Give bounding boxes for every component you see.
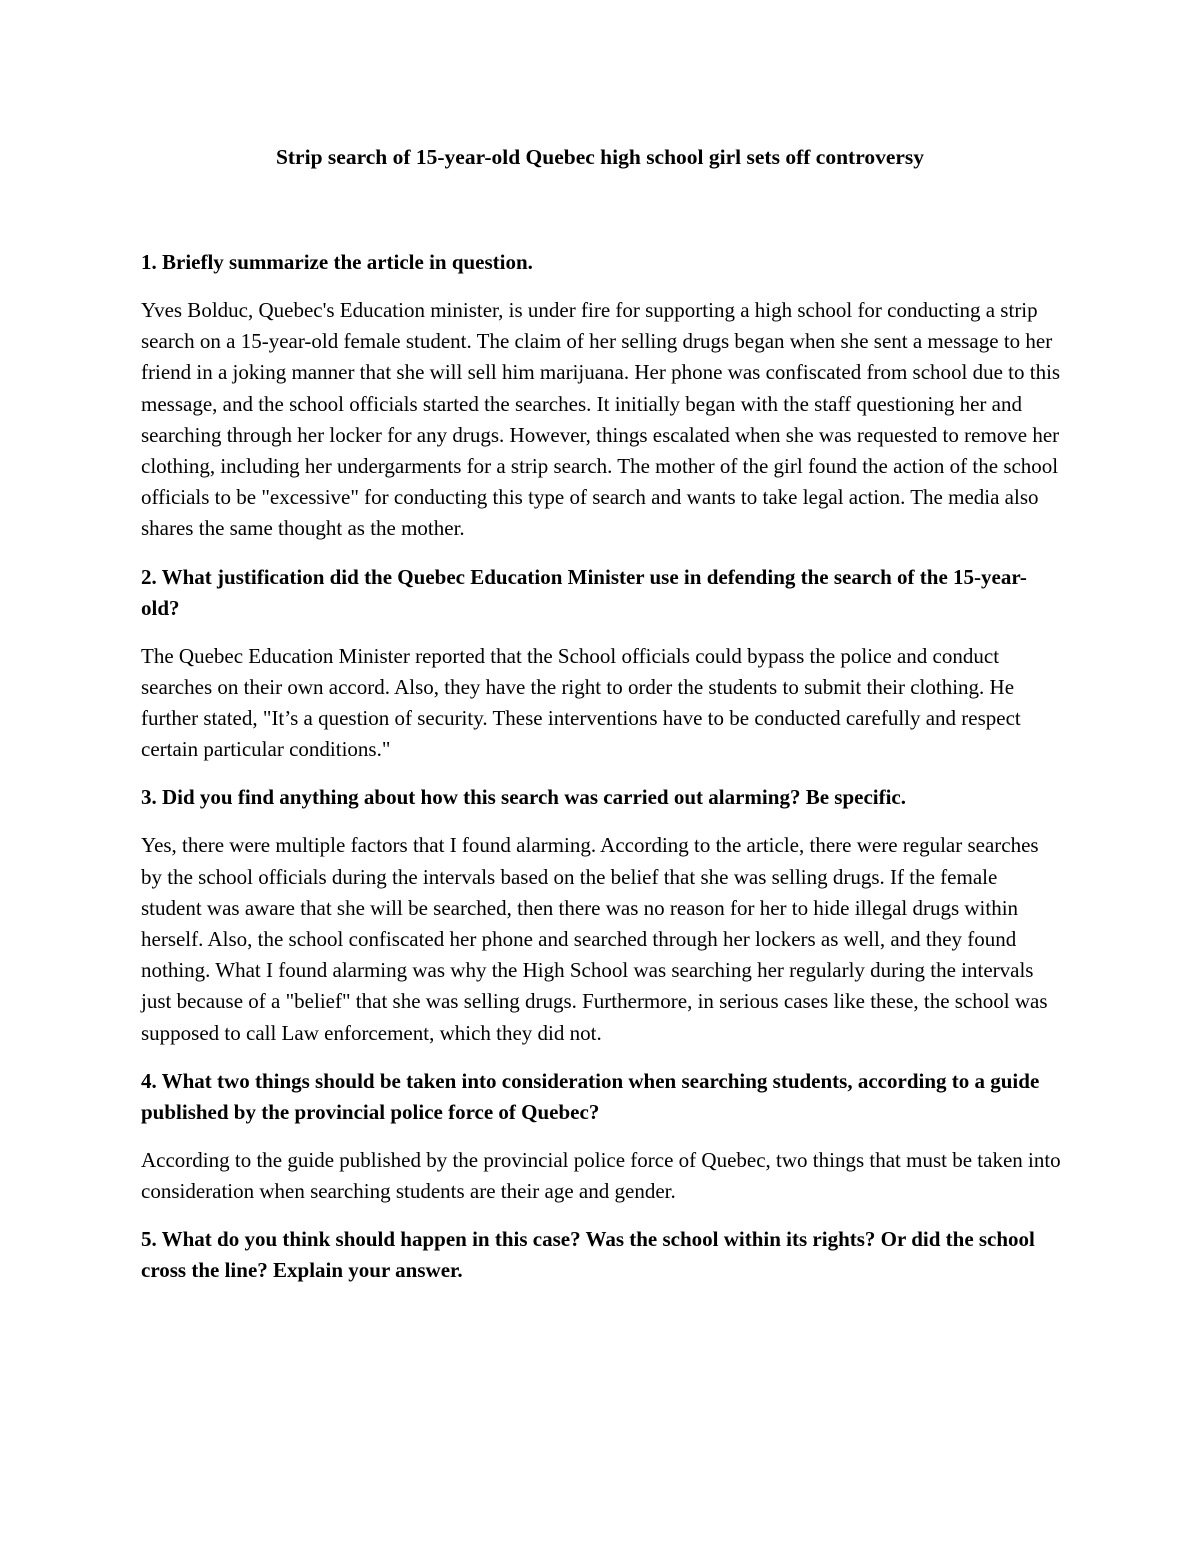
question-3: 3. Did you find anything about how this search was carried out alarming? Be specific.	[141, 785, 906, 810]
document-title: Strip search of 15-year-old Quebec high school girl sets off controversy	[275, 145, 925, 169]
question-4: 4. What two things should be taken into consideration when searching students, according to a guide published by the provincial police force of Quebec?	[141, 1068, 1040, 1124]
question-2: 2. What justification did the Quebec Education Minister use in defending the search of the 15-year-old?	[141, 564, 1027, 620]
question-1: 1. Briefly summarize the article in question.	[141, 250, 533, 274]
answer-3: Yes, there were multiple factors that I found alarming. According to the article, there were regular searches by the school officials during the intervals based on the belief that she was selling drugs. If the female student was aware that she will be searched, then there was no reason for her to hide illegal drugs within herself. Also, the school confiscated her phone and searched through her lockers as well, and they found nothing. What I found alarming was why the High School was searching her regularly during the intervals just because of a "belief" that she was selling drugs. Furthermore, in serious cases like these, the school was supposed to call Law enforcement, which they did not.	[141, 833, 1048, 1045]
question-5: 5. What do you think should happen in this case? Was the school within its rights? Or did the school cross the line? Explain your answer.	[141, 1227, 1035, 1283]
answer-4: According to the guide published by the provincial police force of Quebec, two things that must be taken into consideration when searching students are their age and gender.	[141, 1147, 1061, 1204]
answer-2: The Quebec Education Minister reported that the School officials could bypass the police and conduct searches on their own accord. Also, they have the right to order the students to submit their clothing. He further stated, "It’s a question of security. These interventions have to be conducted carefully and respect certain particular conditions."	[141, 643, 1021, 762]
answer-1: Yves Bolduc, Quebec's Education minister, is under fire for supporting a high school for conducting a strip search on a 15-year-old female student. The claim of her selling drugs began when she sent a message to her friend in a joking manner that she will sell him marijuana. Her phone was confiscated from school due to this message, and the school officials started the searches. It initially began with the staff questioning her and searching through her locker for any drugs. However, things escalated when she was requested to remove her clothing, including her undergarments for a strip search. The mother of the girl found the action of the school officials to be "excessive" for conducting this type of search and wants to take legal action. The media also shares the same thought as the mother.	[141, 298, 1061, 541]
document-body	[141, 247, 1061, 1303]
